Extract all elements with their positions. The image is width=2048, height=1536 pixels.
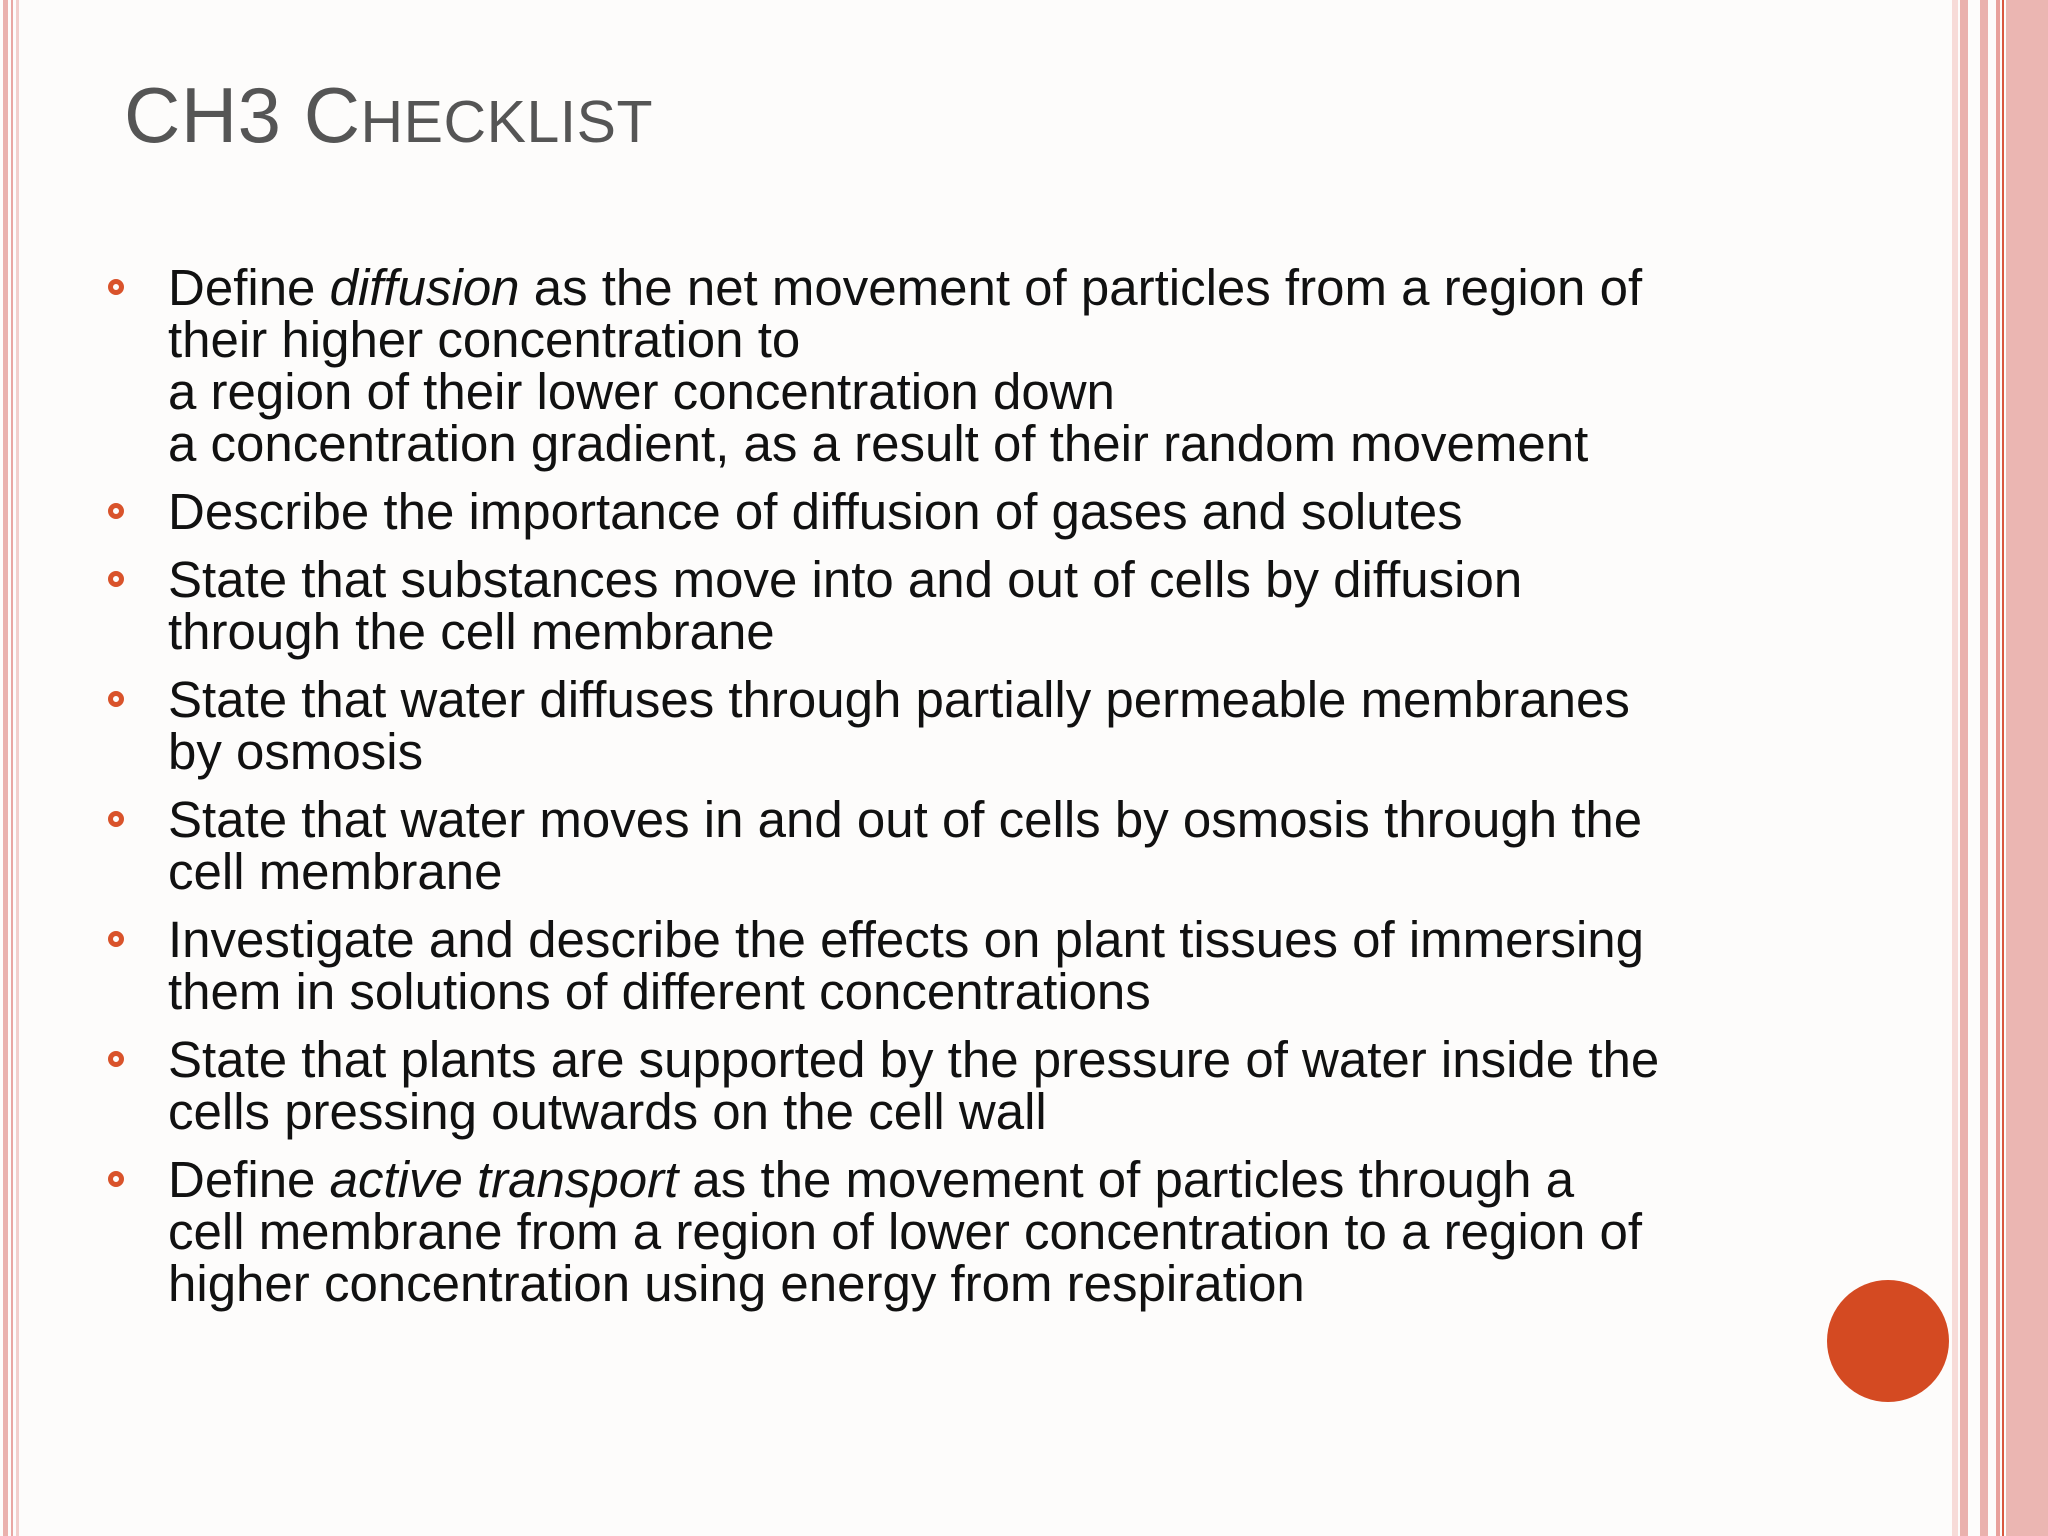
ring-bullet-icon (108, 811, 124, 827)
slide-title (124, 70, 653, 161)
checklist (104, 259, 1804, 1326)
left-border-stripe (3, 0, 8, 1536)
checklist-item-line: State that plants are supported by the pressure of water inside the (168, 1031, 1660, 1088)
checklist-item-line: them in solutions of different concentrations (168, 963, 1151, 1020)
text-segment: as the net movement of particles from a region of (519, 259, 1643, 316)
checklist-item-line: cells pressing outwards on the cell wall (168, 1083, 1047, 1140)
checklist-item (104, 1151, 1804, 1312)
checklist-item-line: Investigate and describe the effects on plant tissues of immersing (168, 911, 1645, 968)
ring-bullet-icon (108, 1051, 124, 1067)
checklist-item (104, 1031, 1804, 1140)
right-border-stripe (2006, 0, 2048, 1536)
checklist-item-line: Describe the importance of diffusion of gases and solutes (168, 483, 1463, 540)
defined-term: active transport (329, 1151, 679, 1208)
ring-bullet-icon (108, 279, 124, 295)
checklist-item-line: higher concentration using energy from respiration (168, 1255, 1305, 1312)
right-border-stripe (1980, 0, 1988, 1536)
right-border-stripe (2002, 0, 2004, 1536)
checklist-item-line: their higher concentration to (168, 311, 801, 368)
checklist-item-line: through the cell membrane (168, 603, 775, 660)
checklist-item (104, 551, 1804, 660)
checklist-item-line (168, 1151, 1804, 1208)
checklist-item-line (168, 259, 1804, 316)
checklist-item-line: a concentration gradient, as a result of their random movement (168, 415, 1589, 472)
checklist-item-line: by osmosis (168, 723, 424, 780)
title-main: CH3 C (124, 71, 361, 159)
checklist-item (104, 791, 1804, 900)
ring-bullet-icon (108, 503, 124, 519)
checklist-item-line: a region of their lower concentration down (168, 363, 1115, 420)
title-small-caps: HECKLIST (360, 89, 654, 155)
checklist-item (104, 671, 1804, 780)
checklist-item-line: State that water moves in and out of cells by osmosis through the (168, 791, 1643, 848)
checklist-item (104, 911, 1804, 1020)
left-border-stripe (16, 0, 19, 1536)
text-segment: Define (168, 1151, 330, 1208)
checklist-item-line: State that substances move into and out of cells by diffusion (168, 551, 1523, 608)
defined-term: diffusion (329, 259, 520, 316)
checklist-item-line: cell membrane from a region of lower concentration to a region of (168, 1203, 1643, 1260)
checklist-item (104, 259, 1804, 472)
text-segment: Define (168, 259, 330, 316)
decorative-circle (1827, 1280, 1949, 1402)
right-border-stripe (1996, 0, 2000, 1536)
ring-bullet-icon (108, 931, 124, 947)
ring-bullet-icon (108, 691, 124, 707)
text-segment: as the movement of particles through a (678, 1151, 1575, 1208)
left-border-stripe (11, 0, 13, 1536)
right-border-stripe (1960, 0, 1968, 1536)
right-border-stripe (1952, 0, 1958, 1536)
checklist-item-line: State that water diffuses through partially permeable membranes (168, 671, 1630, 728)
ring-bullet-icon (108, 571, 124, 587)
checklist-item (104, 483, 1804, 540)
checklist-item-line: cell membrane (168, 843, 503, 900)
ring-bullet-icon (108, 1171, 124, 1187)
